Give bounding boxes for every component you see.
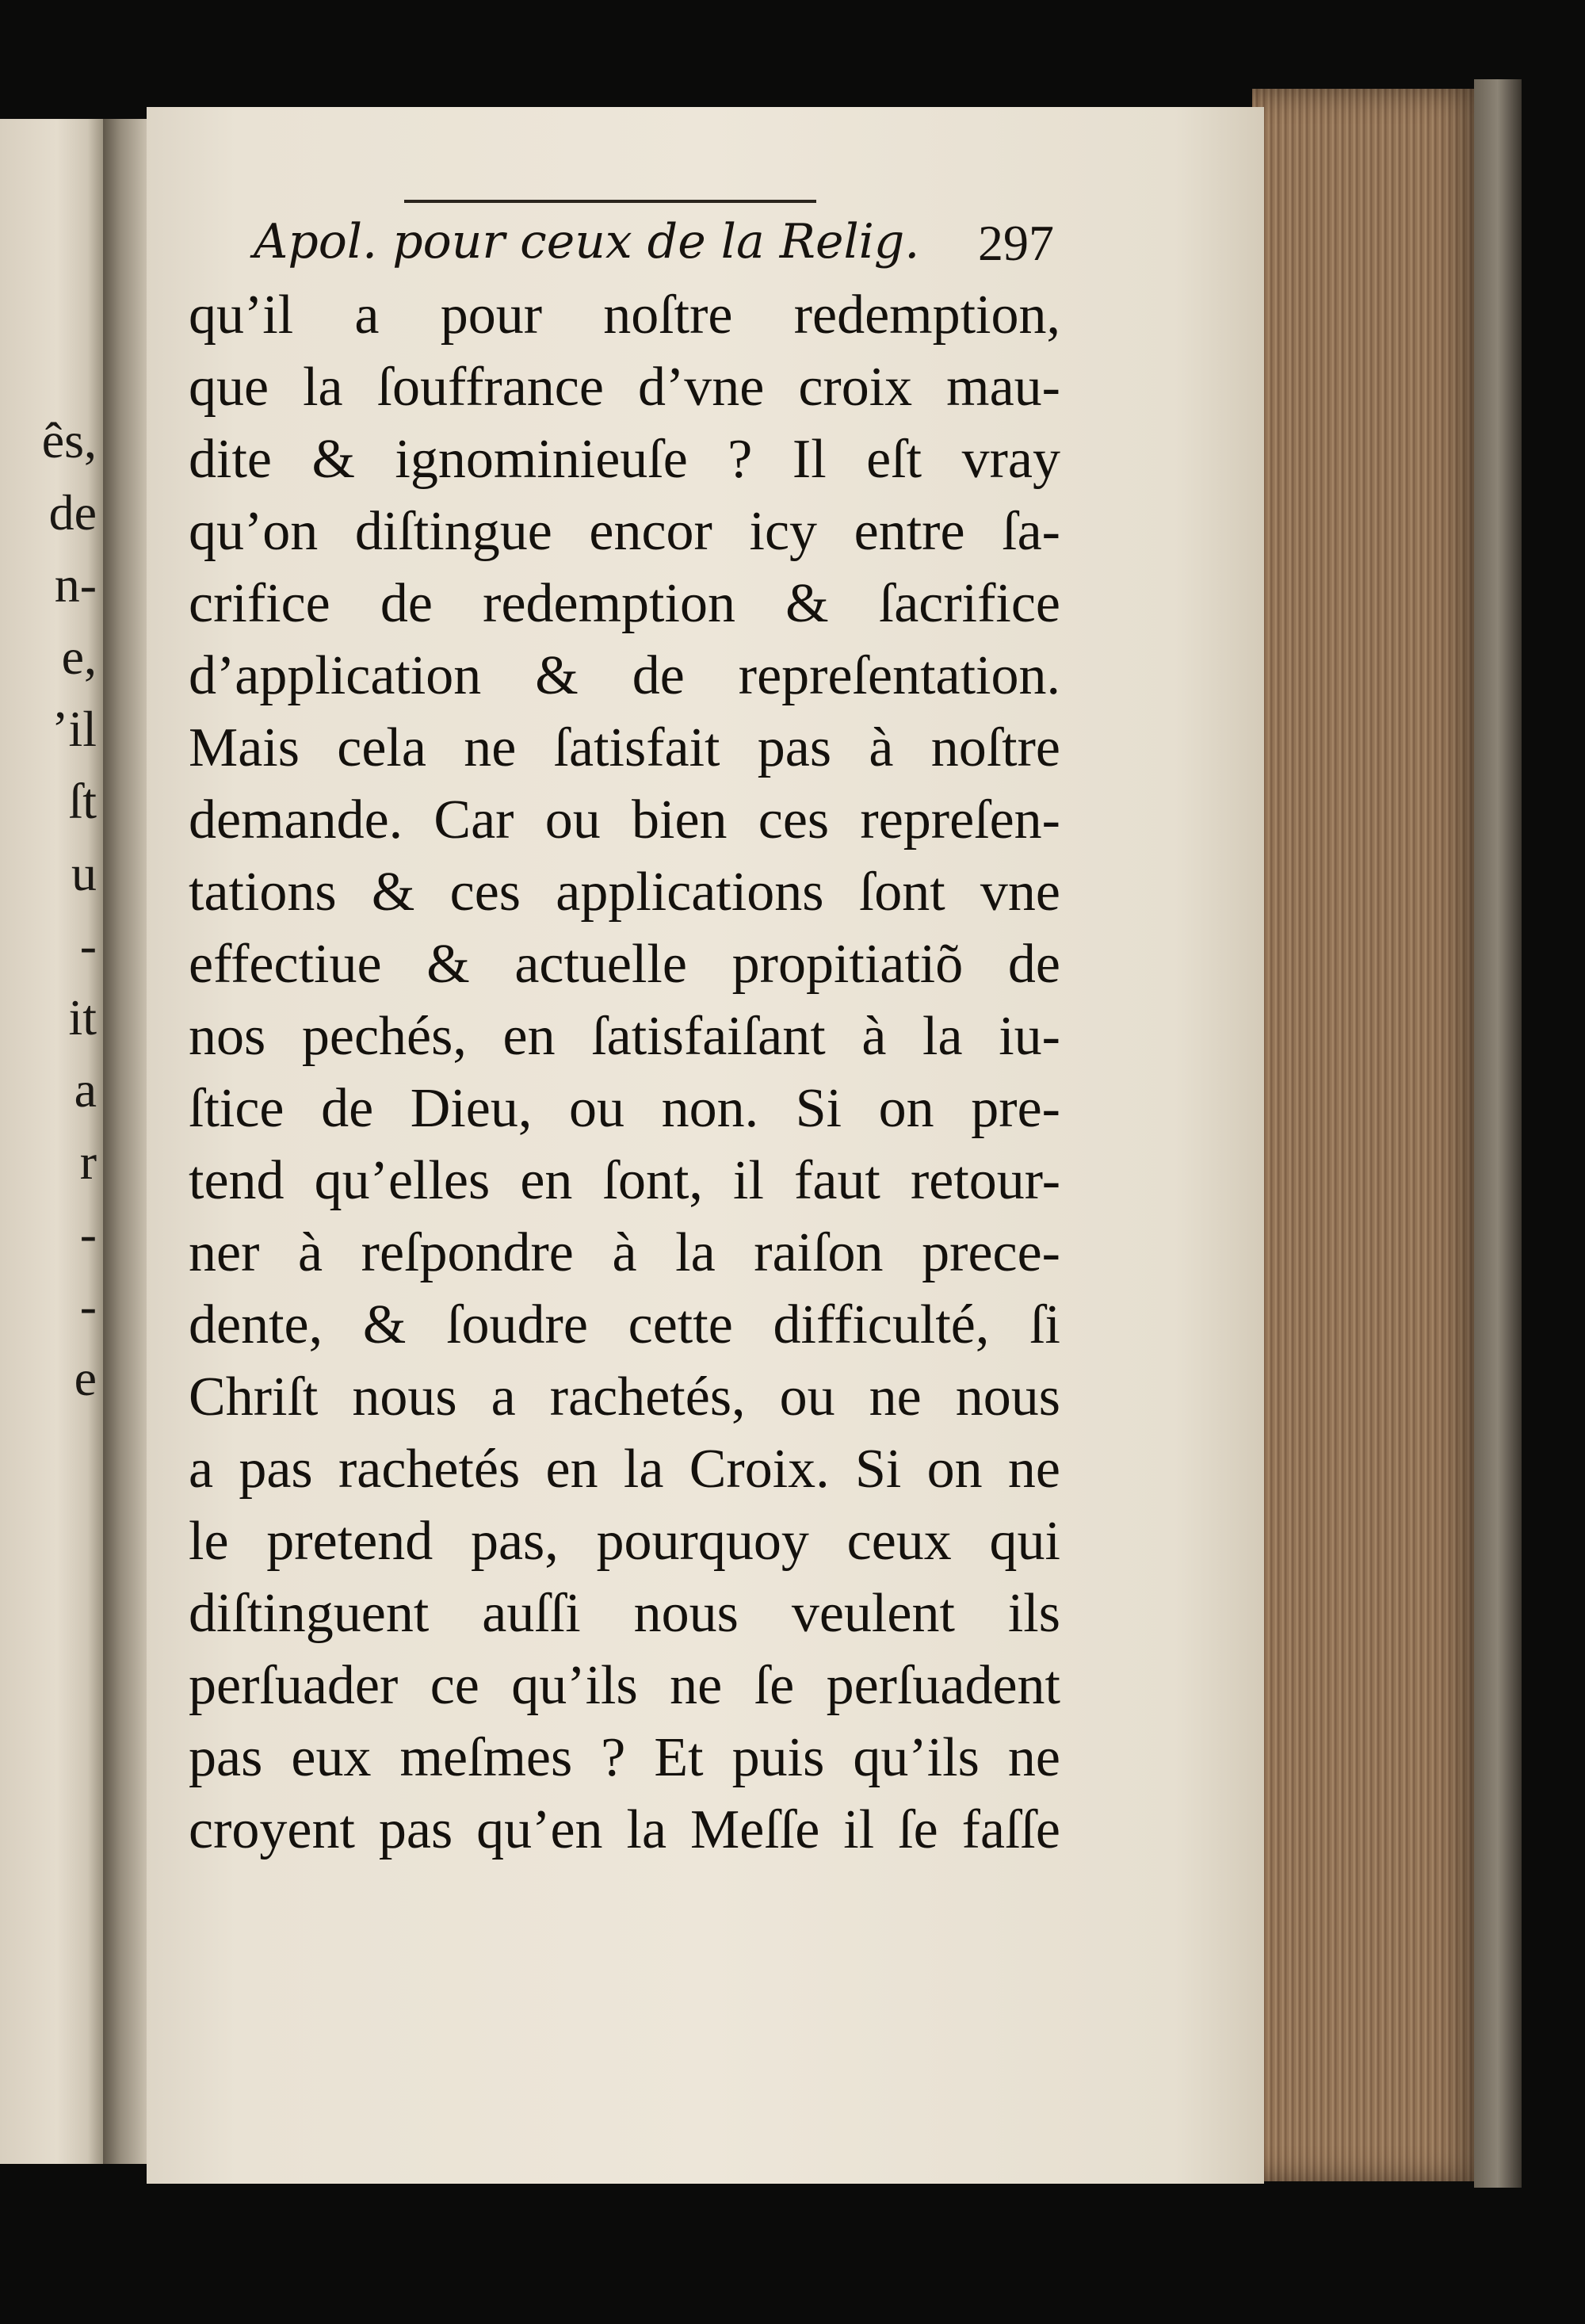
text-line: effectiue & actuelle propitiatiõ de [189, 934, 1060, 995]
previous-page-fragment: r [79, 1133, 97, 1190]
page-block-edges [1252, 89, 1490, 2181]
previous-page-fragment: ſt [68, 773, 97, 829]
text-line: qu’on diſtingue encor icy entre ſa- [189, 501, 1060, 562]
previous-page-fragment: ês, [41, 412, 97, 468]
running-head: Apol. pour ceux de la Relig. [254, 214, 920, 269]
text-line: qu’il a pour noſtre redemption, [189, 285, 1060, 346]
previous-page-fragment: u [71, 845, 97, 901]
text-line: ſtice de Dieu, ou non. Si on pre- [189, 1078, 1060, 1139]
text-line: que la ſouffrance d’vne croix mau- [189, 357, 1060, 418]
previous-page-text-fragments [2, 404, 97, 1414]
page-header [254, 190, 1054, 277]
previous-page-fragment: a [74, 1061, 97, 1118]
text-line: demande. Car ou bien ces repreſen- [189, 789, 1060, 850]
previous-page-fragment: n- [54, 556, 97, 613]
previous-page-fragment: - [79, 1206, 97, 1262]
previous-page-fragment: e [74, 1350, 97, 1406]
previous-page-fragment: it [68, 989, 97, 1045]
text-line: tations & ces applications ſont vne [189, 862, 1060, 923]
text-line: diſtinguent auſſi nous veulent ils [189, 1583, 1060, 1644]
text-line: d’application & de repreſentation. [189, 645, 1060, 706]
previous-page-fragment: - [79, 917, 97, 973]
text-line: dente, & ſoudre cette difficulté, ſi [189, 1294, 1060, 1355]
book-gutter [103, 119, 147, 2164]
previous-page-fragment: de [48, 484, 97, 541]
book-binding [1474, 79, 1522, 2188]
body-text [189, 279, 1060, 1866]
text-line: Mais cela ne ſatisfait pas à noſtre [189, 717, 1060, 778]
previous-page-fragment: ’il [52, 701, 97, 757]
previous-page-fragment: - [79, 1278, 97, 1334]
text-line: pas eux meſmes ? Et puis qu’ils ne [189, 1727, 1060, 1788]
text-line: a pas rachetés en la Croix. Si on ne [189, 1439, 1060, 1500]
page-number: 297 [978, 215, 1054, 271]
text-line: perſuader ce qu’ils ne ſe perſuadent [189, 1655, 1060, 1716]
text-line: Chriſt nous a rachetés, ou ne nous [189, 1366, 1060, 1428]
text-line: ner à reſpondre à la raiſon prece- [189, 1222, 1060, 1283]
previous-page [0, 119, 103, 2164]
text-line: tend qu’elles en ſont, il faut retour- [189, 1150, 1060, 1211]
text-line: croyent pas qu’en la Meſſe il ſe faſſe [189, 1799, 1060, 1860]
text-line: le pretend pas, pourquoy ceux qui [189, 1511, 1060, 1572]
text-line: crifice de redemption & ſacrifice [189, 573, 1060, 634]
previous-page-fragment: e, [61, 629, 97, 685]
header-rule [404, 200, 816, 203]
text-line: dite & ignominieuſe ? Il eſt vray [189, 429, 1060, 490]
text-line: nos pechés, en ſatisfaiſant à la iu- [189, 1006, 1060, 1067]
